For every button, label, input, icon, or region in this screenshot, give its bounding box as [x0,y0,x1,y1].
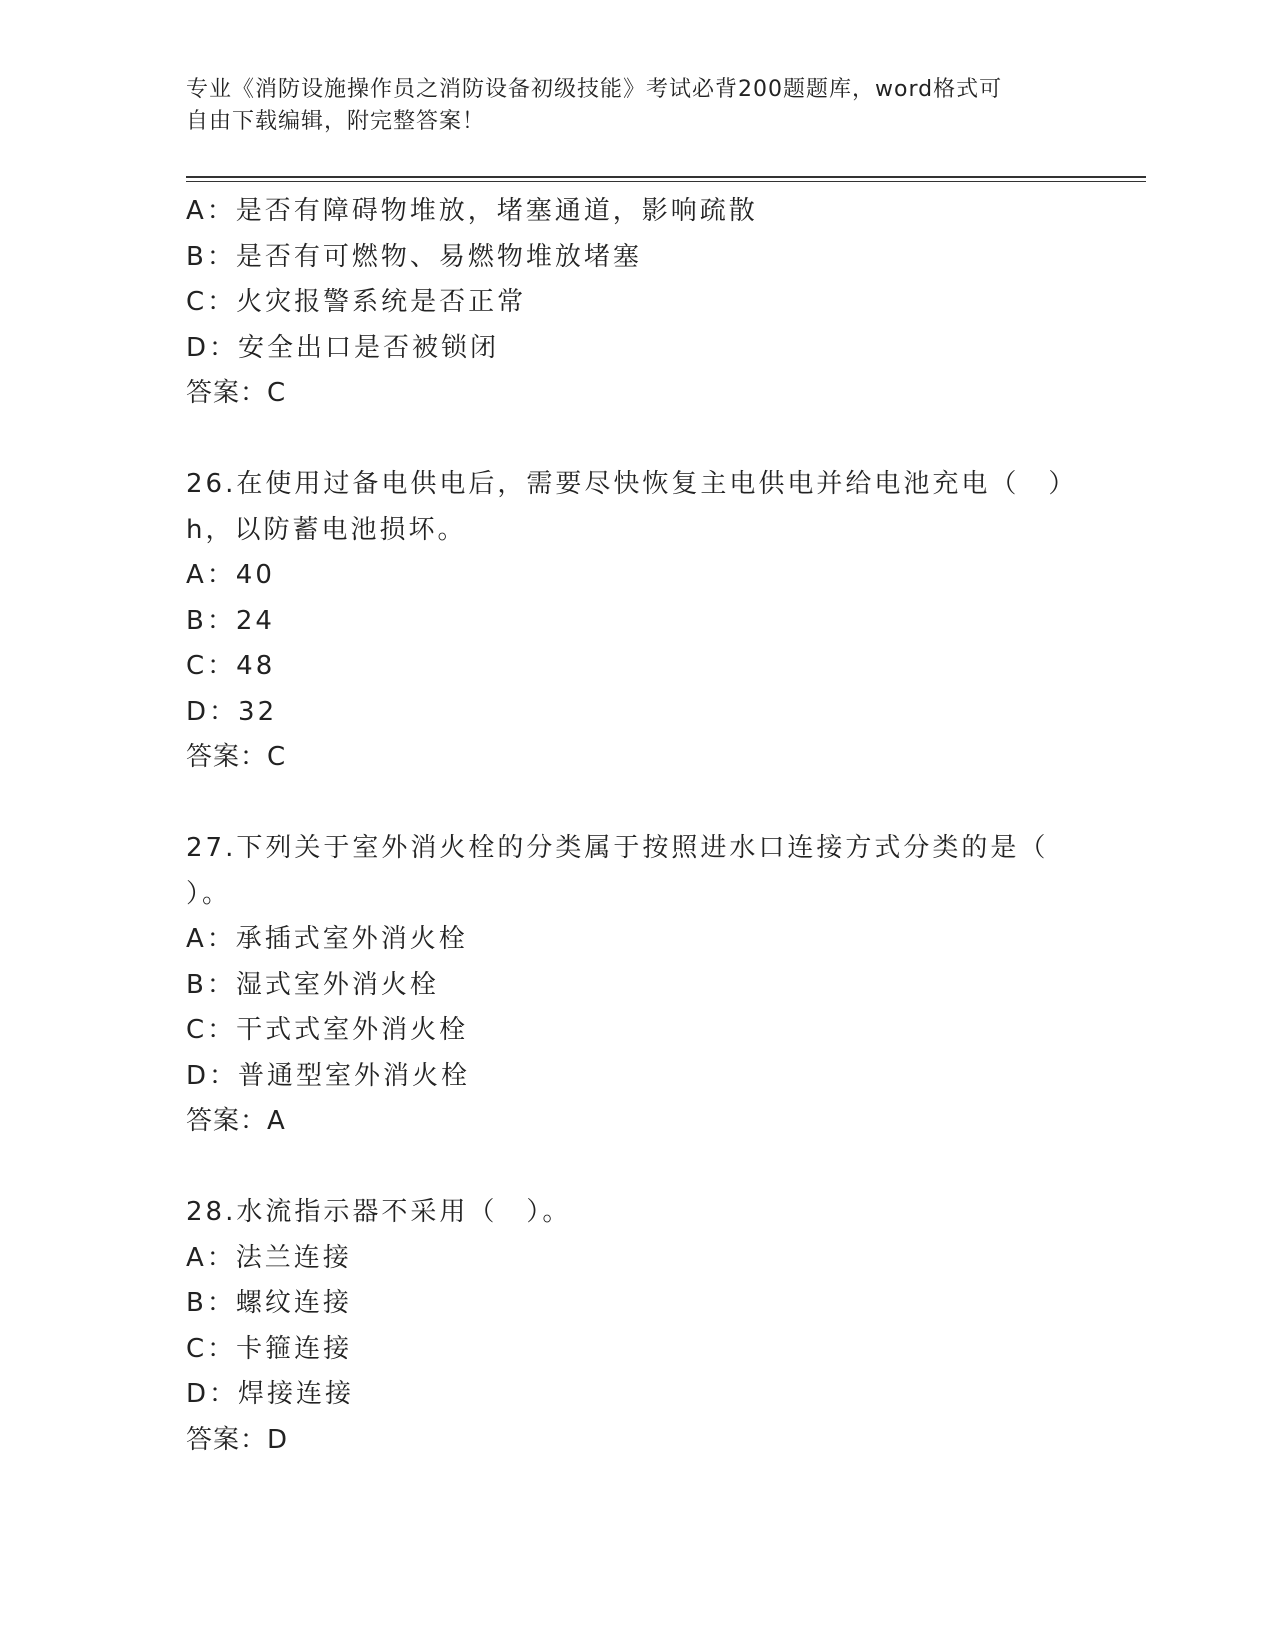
option-b: B：湿式室外消火栓 [186,969,439,1000]
question-25-continued [186,189,1146,417]
question-content [186,189,1146,1463]
answer: 答案：D [186,1424,289,1455]
header-line-1: 专业《消防设施操作员之消防设备初级技能》考试必背200题题库，word格式可 [186,77,1003,102]
spacer [186,1145,1146,1191]
option-c: C：卡箍连接 [186,1333,353,1364]
spacer [186,417,1146,463]
option-b: B：是否有可燃物、易燃物堆放堵塞 [186,241,642,272]
option-d: D：32 [186,696,278,727]
option-a: A：是否有障碍物堆放，堵塞通道，影响疏散 [186,196,758,226]
header-line-2: 自由下载编辑，附完整答案！ [186,109,486,134]
option-b: B：螺纹连接 [186,1288,352,1318]
option-a: A：承插式室外消火栓 [186,924,468,954]
header-divider [186,176,1146,182]
question-28 [186,1190,1146,1463]
question-stem: ）。 [186,878,232,909]
answer: 答案：C [186,742,287,772]
question-26 [186,462,1146,781]
question-27 [186,826,1146,1145]
answer: 答案：C [186,378,287,408]
spacer [186,781,1146,827]
document-header [186,74,1066,138]
option-d: D：普通型室外消火栓 [186,1060,471,1091]
option-c: C：火灾报警系统是否正常 [186,287,527,317]
question-stem: h，以防蓄电池损坏。 [186,514,467,545]
option-d: D：焊接连接 [186,1379,355,1409]
question-stem: 27.下列关于室外消火栓的分类属于按照进水口连接方式分类的是（ [186,833,1049,863]
option-b: B：24 [186,605,275,636]
option-c: C：48 [186,651,276,681]
option-a: A：法兰连接 [186,1242,352,1273]
question-stem: 26.在使用过备电供电后，需要尽快恢复主电供电并给电池充电（ ） [186,469,1078,499]
option-c: C：干式式室外消火栓 [186,1015,469,1045]
option-a: A：40 [186,560,275,590]
option-d: D：安全出口是否被锁闭 [186,332,500,363]
answer: 答案：A [186,1106,286,1136]
question-stem: 28.水流指示器不采用（ ）。 [186,1197,572,1227]
